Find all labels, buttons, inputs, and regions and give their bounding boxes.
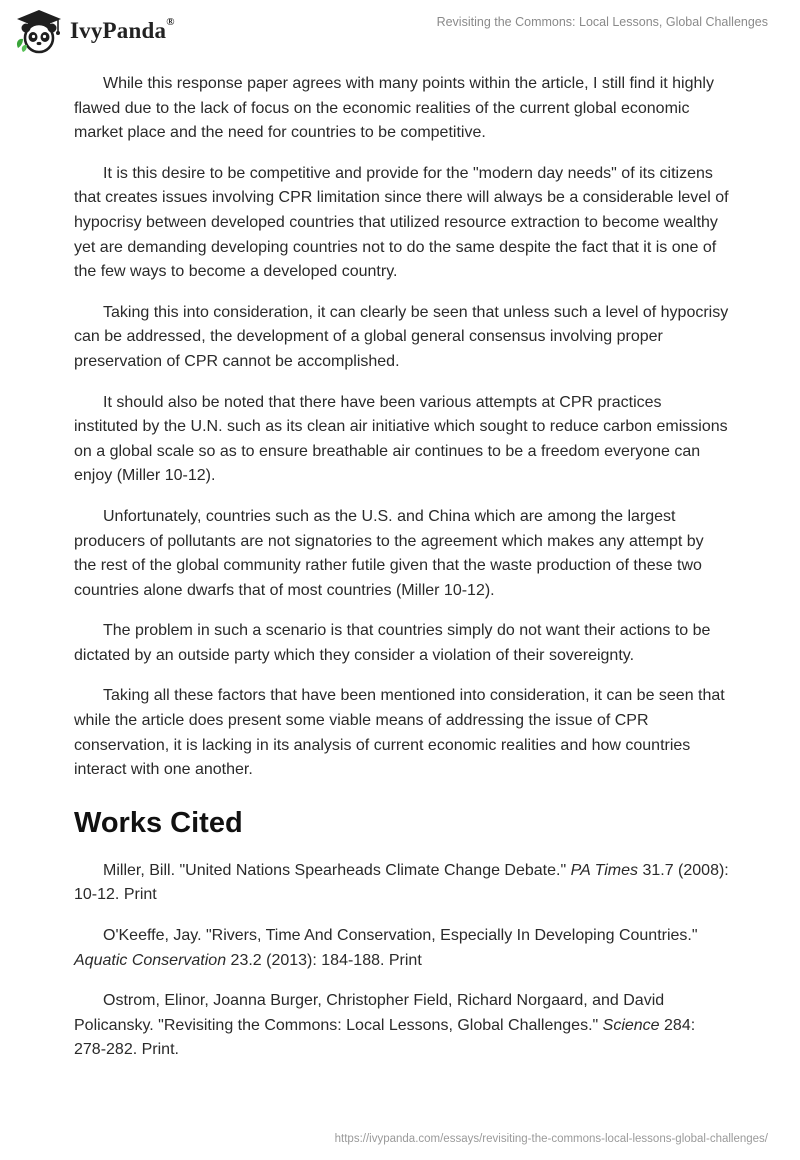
page-header — [0, 0, 800, 62]
source-url[interactable]: https://ivypanda.com/essays/revisiting-the-commons-local-lessons-global-challenges/ — [334, 1133, 768, 1145]
citation-source: Aquatic Conservation — [74, 951, 227, 969]
citation-details: 23.2 (2013): 184-188. Print — [226, 951, 422, 969]
body-paragraph: It is this desire to be competitive and provide for the "modern day needs" of its citizens that creates issues involving CPR limitation since there will always be a considerable level of hypocrisy between developed countries that utilized resource extraction to become wealthy yet are demanding developing countries not to do the same despite the fact that it is one of the few ways to become a developed country. — [74, 164, 729, 281]
citation-text: Miller, Bill. "United Nations Spearheads Climate Change Debate." — [103, 861, 571, 879]
citation-entry — [74, 924, 730, 973]
body-paragraph: It should also be noted that there have been various attempts at CPR practices instituted by the U.N. such as its clean air initiative which sought to reduce carbon emissions on a global scale so as to ensure breathable air continues to be a freedom everyone can enjoy (Miller 10-12). — [74, 393, 728, 485]
citation-source: PA Times — [570, 861, 639, 879]
brand-name: IvyPanda® — [70, 16, 175, 43]
body-paragraph: The problem in such a scenario is that countries simply do not want their actions to be dictated by an outside party which they consider a violation of their sovereignty. — [74, 622, 711, 664]
panda-graduate-icon — [14, 8, 64, 54]
citation-text: O'Keeffe, Jay. "Rivers, Time And Conservation, Especially In Developing Countries." — [103, 927, 698, 945]
citation-entry — [74, 859, 730, 908]
body-paragraph: Unfortunately, countries such as the U.S. and China which are among the largest producers of pollutants are not signatories to the agreement which makes any attempt by the rest of the global community rather futile given that the waste production of these two countries alone dwarfs that of most countries (Miller 10-12). — [74, 507, 704, 599]
body-paragraph: Taking this into consideration, it can clearly be seen that unless such a level of hypocrisy can be addressed, the development of a global general consensus involving proper preservation of CPR cannot be accomplished. — [74, 303, 729, 370]
citation-entry — [74, 989, 730, 1063]
body-paragraph: Taking all these factors that have been mentioned into consideration, it can be seen that while the article does present some viable means of addressing the issue of CPR conservation, it is lacking in its analysis of current economic realities and how countries interact with one another. — [74, 687, 725, 779]
works-cited-heading: Works Cited — [74, 806, 243, 839]
essay-content — [74, 72, 730, 1079]
ivypanda-logo[interactable] — [14, 8, 175, 54]
citation-details: 284: 278-282. Print. — [74, 1016, 696, 1059]
citation-details: 31.7 (2008): 10-12. Print — [74, 861, 729, 904]
document-title: Revisiting the Commons: Local Lessons, Global Challenges — [436, 15, 768, 29]
body-paragraph: While this response paper agrees with many points within the article, I still find it highly flawed due to the lack of focus on the economic realities of the current global economic market place and the need for countries to be competitive. — [74, 75, 714, 142]
citation-source: Science — [602, 1016, 660, 1034]
citation-text: Ostrom, Elinor, Joanna Burger, Christopher Field, Richard Norgaard, and David Policansky. "Revisiting the Commons: Local Lessons, Global Challenges." — [74, 992, 665, 1034]
